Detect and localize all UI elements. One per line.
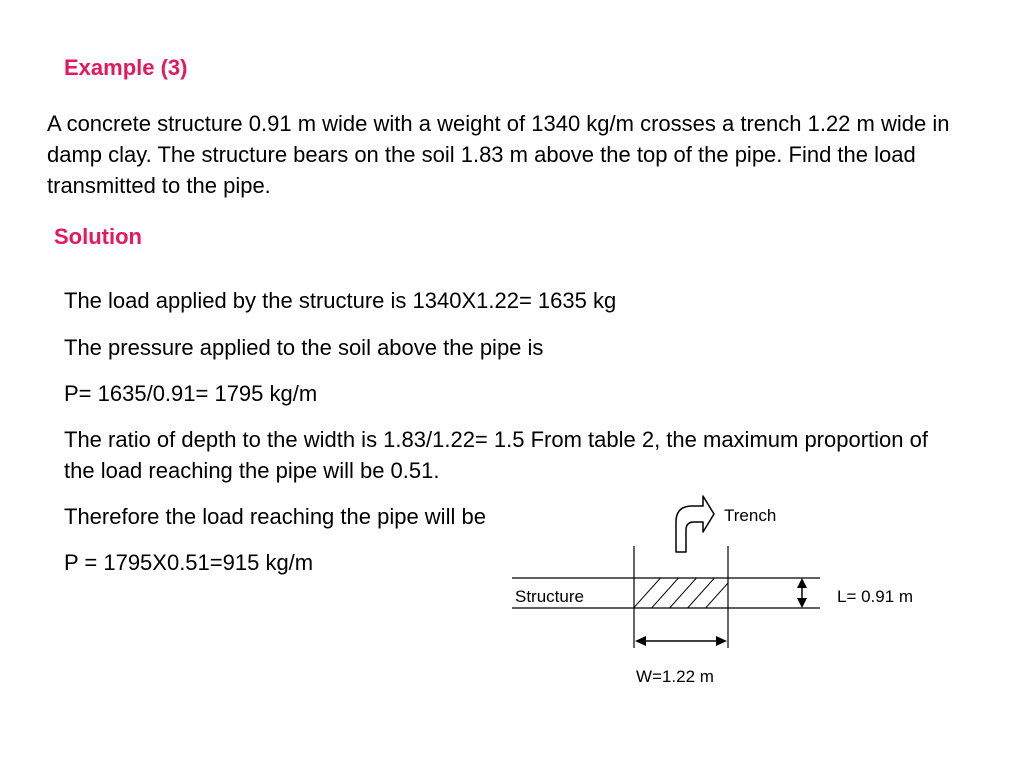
width-label: W=1.22 m (636, 667, 714, 686)
solution-line-ratio: The ratio of depth to the width is 1.83/1.22= 1.5 From table 2, the maximum proportion of the load reaching the pipe will be 0.51. (64, 427, 928, 483)
solution-line-result: P = 1795X0.51=915 kg/m (64, 550, 314, 575)
length-label: L= 0.91 m (837, 587, 914, 606)
structure-label: Structure (515, 587, 584, 606)
trench-label: Trench (724, 506, 777, 525)
solution-heading: Solution (54, 224, 142, 249)
width-dimension-arrow (635, 636, 727, 646)
length-dimension-arrow (797, 578, 807, 608)
structure-hatching (630, 574, 736, 612)
problem-statement: A concrete structure 0.91 m wide with a weight of 1340 kg/m crosses a trench 1.22 m wide in damp clay. The structure bears on the soil 1.83 m above the top of the pipe. Find the load transmitted to the pipe. (47, 111, 950, 198)
solution-line-pressure-value: P= 1635/0.91= 1795 kg/m (64, 381, 318, 406)
solution-line-load: The load applied by the structure is 1340X1.22= 1635 kg (64, 288, 617, 313)
solution-line-therefore: Therefore the load reaching the pipe will be (64, 504, 486, 529)
example-heading: Example (3) (64, 55, 188, 80)
solution-line-pressure-intro: The pressure applied to the soil above the pipe is (64, 335, 544, 360)
